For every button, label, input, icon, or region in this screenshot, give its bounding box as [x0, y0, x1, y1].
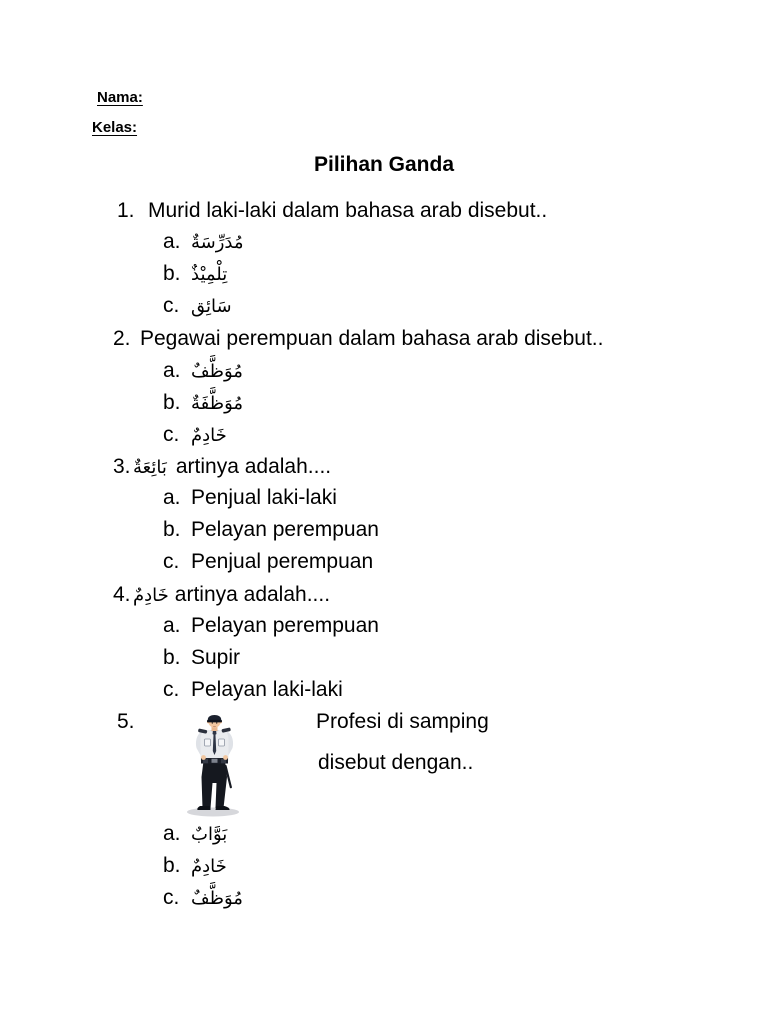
option-text: Penjual perempuan: [191, 550, 374, 573]
option-text-arabic: مُدَرِّسَةٌ: [191, 232, 244, 253]
option-letter: a.: [163, 359, 181, 382]
page-title: Pilihan Ganda: [313, 153, 455, 176]
question-4-arabic-term: خَادِمٌ: [133, 585, 169, 606]
option-text: Pelayan perempuan: [191, 614, 379, 637]
option-text-arabic: سَائِق: [191, 296, 232, 317]
option-letter: b.: [163, 262, 181, 285]
question-2-text: Pegawai perempuan dalam bahasa arab disebut..: [140, 327, 604, 350]
option-letter: b.: [163, 518, 181, 541]
option-text-arabic: بَوَّابٌ: [191, 824, 228, 845]
option-text-arabic: مُوَظَّفٌ: [191, 361, 243, 382]
option-letter: c.: [163, 886, 180, 909]
question-3-option-b: [163, 516, 379, 543]
option-text-arabic: تِلْمِيْذٌ: [191, 264, 228, 285]
option-letter: c.: [163, 423, 180, 446]
security-guard-illustration: [186, 709, 244, 821]
question-4-text: artinya adalah....: [174, 583, 331, 606]
option-text: Pelayan laki-laki: [191, 678, 343, 701]
option-text: Pelayan perempuan: [191, 518, 379, 541]
option-letter: c.: [163, 294, 180, 317]
question-2-option-c: [163, 421, 227, 449]
question-2-option-a: [163, 357, 243, 385]
option-letter: a.: [163, 486, 181, 509]
option-text: Penjual laki-laki: [191, 486, 337, 509]
question-5-option-a: [163, 820, 227, 848]
option-letter: b.: [163, 646, 181, 669]
question-1-number: 1.: [117, 199, 135, 222]
question-4: [113, 581, 330, 609]
option-letter: c.: [163, 678, 180, 701]
question-5-option-c: [163, 884, 243, 912]
question-5-option-b: [163, 852, 227, 880]
question-4-option-c: [163, 676, 343, 703]
option-letter: a.: [163, 614, 181, 637]
question-1-text: Murid laki-laki dalam bahasa arab disebut..: [148, 199, 548, 222]
option-letter: a.: [163, 822, 181, 845]
option-text-arabic: مُوَظَّفٌ: [191, 888, 243, 909]
question-3-option-a: [163, 484, 337, 511]
question-5-number: 5.: [117, 710, 135, 733]
question-4-option-b: [163, 644, 240, 671]
option-letter: c.: [163, 550, 180, 573]
question-4-number: 4.: [113, 583, 131, 606]
option-letter: a.: [163, 230, 181, 253]
question-1-option-a: [163, 228, 244, 256]
question-2-option-b: [163, 389, 243, 417]
question-4-option-a: [163, 612, 379, 639]
option-text: Supir: [191, 646, 241, 669]
question-3-arabic-term: بَائِعَةٌ: [133, 457, 167, 478]
kelas-label: Kelas:: [92, 119, 138, 136]
question-3-option-c: [163, 548, 373, 575]
question-3-text: artinya adalah....: [175, 455, 332, 478]
question-3: [113, 453, 331, 481]
option-text-arabic: خَادِمٌ: [191, 856, 227, 877]
option-text-arabic: مُوَظَّفَةٌ: [191, 393, 244, 414]
question-1: [117, 197, 547, 224]
question-1-option-b: [163, 260, 227, 288]
nama-label: Nama:: [97, 89, 143, 106]
question-2-number: 2.: [113, 327, 131, 350]
question-2: [113, 325, 603, 352]
option-letter: b.: [163, 854, 181, 877]
question-3-number: 3.: [113, 455, 131, 478]
question-5-text-line2: disebut dengan..: [318, 751, 474, 774]
question-5-text-line1: Profesi di samping: [316, 710, 489, 733]
option-letter: b.: [163, 391, 181, 414]
question-1-option-c: [163, 292, 232, 320]
option-text-arabic: خَادِمٌ: [191, 425, 227, 446]
